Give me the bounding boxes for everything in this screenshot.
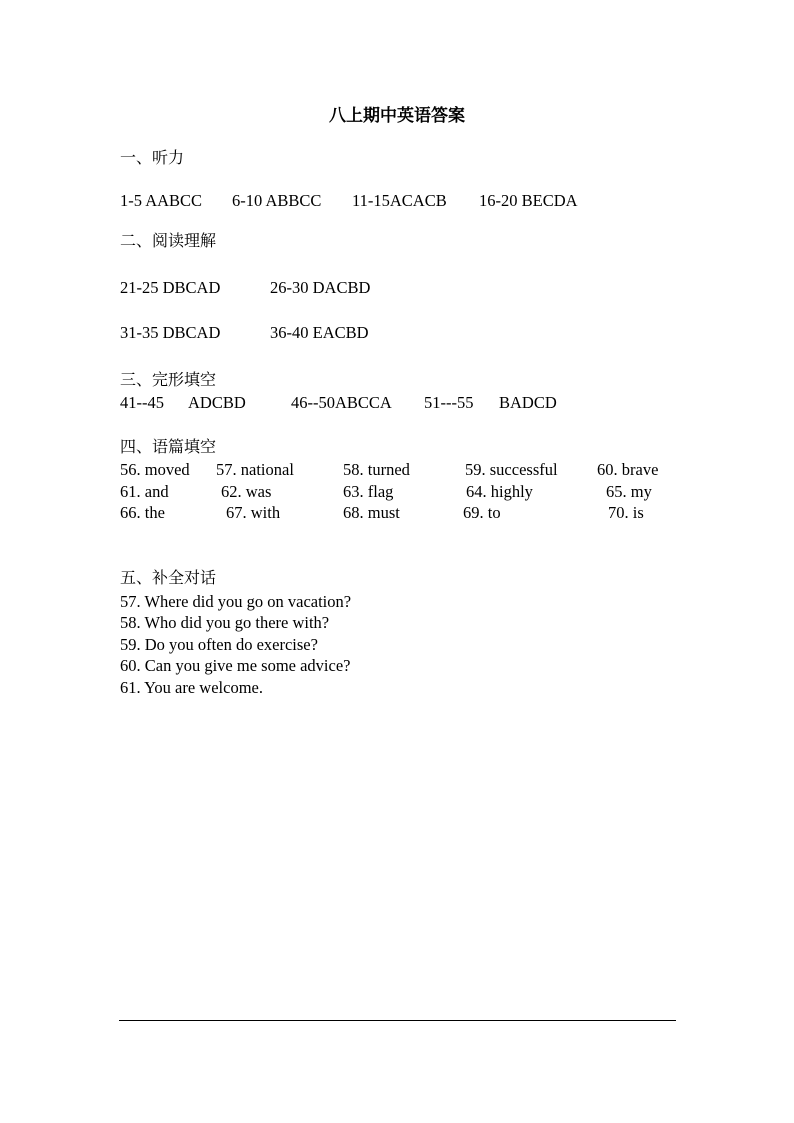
answer-group: 6-10 ABBCC — [232, 191, 322, 210]
answer-group: 11-15ACACB — [352, 191, 447, 210]
answer-item: 69. to — [463, 503, 501, 522]
answer-item: 59. successful — [465, 460, 558, 479]
section-heading-reading: 二、阅读理解 — [120, 231, 217, 250]
answer-group: 26-30 DACBD — [270, 278, 371, 297]
answer-group: 36-40 EACBD — [270, 323, 369, 342]
dialogue-line: 61. You are welcome. — [120, 678, 263, 697]
answer-group: ADCBD — [188, 393, 246, 412]
section-heading-cloze: 三、完形填空 — [120, 370, 217, 389]
dialogue-line: 60. Can you give me some advice? — [120, 656, 351, 675]
page-title: 八上期中英语答案 — [329, 106, 465, 126]
answer-group: 51---55 — [424, 393, 474, 412]
answer-item: 68. must — [343, 503, 400, 522]
answer-item: 67. with — [226, 503, 281, 522]
answer-group: 1-5 AABCC — [120, 191, 203, 210]
answer-item: 58. turned — [343, 460, 410, 479]
footer-divider — [119, 1020, 676, 1021]
answer-group: 21-25 DBCAD — [120, 278, 221, 297]
answer-item: 56. moved — [120, 460, 190, 479]
answer-group: 41--45 — [120, 393, 164, 412]
dialogue-line: 59. Do you often do exercise? — [120, 635, 318, 654]
answer-group: 46--50ABCCA — [291, 393, 392, 412]
answer-group: 16-20 BECDA — [479, 191, 578, 210]
answer-item: 70. is — [608, 503, 644, 522]
answer-item: 65. my — [606, 482, 652, 501]
answer-item: 62. was — [221, 482, 272, 501]
answer-item: 64. highly — [466, 482, 533, 501]
section-heading-dialogue: 五、补全对话 — [120, 568, 217, 587]
section-heading-passage-fill: 四、语篇填空 — [120, 437, 217, 456]
answer-item: 61. and — [120, 482, 169, 501]
answer-item: 63. flag — [343, 482, 394, 501]
dialogue-line: 58. Who did you go there with? — [120, 613, 330, 632]
answer-item: 66. the — [120, 503, 165, 522]
answer-group: BADCD — [499, 393, 557, 412]
answer-item: 57. national — [216, 460, 294, 479]
dialogue-line: 57. Where did you go on vacation? — [120, 592, 352, 611]
answer-group: 31-35 DBCAD — [120, 323, 221, 342]
section-heading-listening: 一、听力 — [120, 148, 185, 167]
answer-item: 60. brave — [597, 460, 659, 479]
